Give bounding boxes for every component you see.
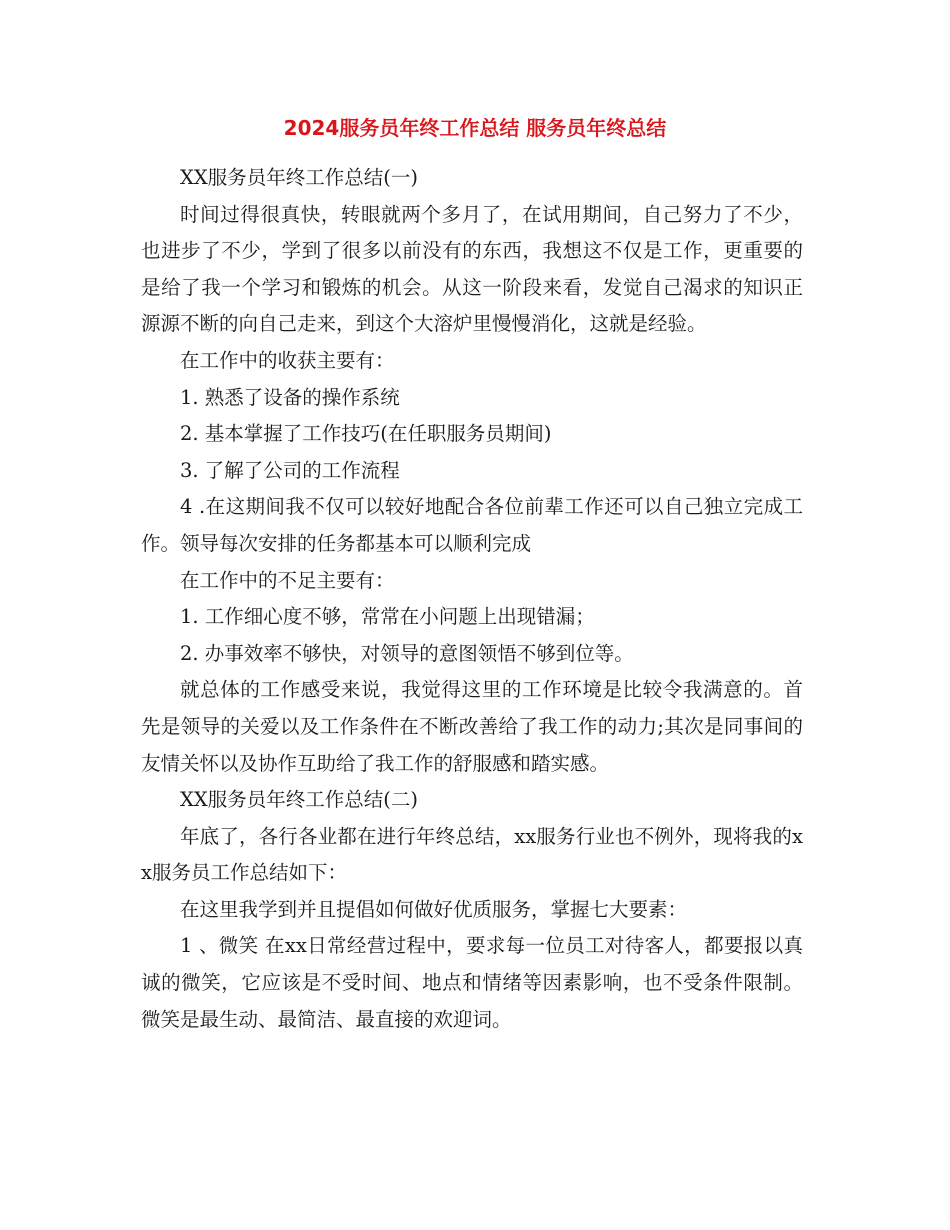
- section-heading-1: XX服务员年终工作总结(一): [180, 166, 418, 189]
- paragraph-gains-heading: 在工作中的收获主要有：: [180, 348, 395, 372]
- list-item-gain-3: 3. 了解了公司的工作流程: [180, 458, 400, 482]
- paragraph-year-end: 年底了，各行各业都在进行年终总结，xx服务行业也不例外，现将我的xx服务员工作总结如下：: [141, 824, 803, 885]
- document-title: 2024服务员年终工作总结 服务员年终总结: [283, 116, 667, 140]
- list-item-shortcoming-1: 1. 工作细心度不够，常常在小问题上出现错漏；: [180, 605, 595, 629]
- list-item-gain-4: 4 .在这期间我不仅可以较好地配合各位前辈工作还可以自己独立完成工作。领导每次安排的任务都基本可以顺利完成: [141, 495, 803, 555]
- document-body: [141, 160, 803, 1038]
- list-item-gain-1: 1. 熟悉了设备的操作系统: [180, 385, 400, 409]
- paragraph-intro: 时间过得很真快，转眼就两个多月了，在试用期间，自己努力了不少，也进步了不少，学到了很多以前没有的东西，我想这不仅是工作，更重要的是给了我一个学习和锻炼的机会。从这一阶段来看，发觉自己渴求的知识正源源不断的向自己走来，到这个大溶炉里慢慢消化，这就是经验。: [141, 202, 803, 336]
- section-heading-2: XX服务员年终工作总结(二): [180, 788, 418, 812]
- list-item-gain-2: 2. 基本掌握了工作技巧(在任职服务员期间): [180, 422, 552, 446]
- list-item-shortcoming-2: 2. 办事效率不够快，对领导的意图领悟不够到位等。: [180, 641, 634, 665]
- paragraph-shortcomings-heading: 在工作中的不足主要有：: [180, 568, 395, 592]
- paragraph-overall: 就总体的工作感受来说，我觉得这里的工作环境是比较令我满意的。首先是领导的关爱以及工作条件在不断改善给了我工作的动力;其次是同事间的友情关怀以及协作互助给了我工作的舒服感和踏实感。: [141, 678, 803, 775]
- list-item-smile: 1 、微笑 在xx日常经营过程中，要求每一位员工对待客人，都要报以真诚的微笑，它应该是不受时间、地点和情绪等因素影响，也不受条件限制。微笑是最生动、最简洁、最直接的欢迎词。: [141, 934, 803, 1031]
- paragraph-seven-elements: 在这里我学到并且提倡如何做好优质服务，掌握七大要素：: [180, 897, 688, 921]
